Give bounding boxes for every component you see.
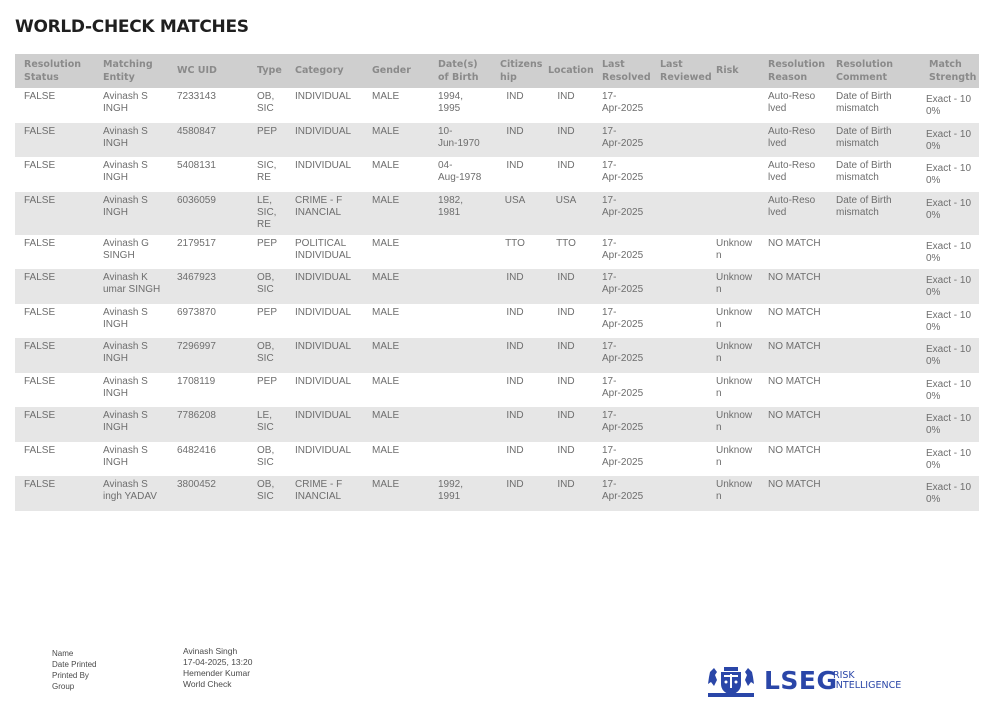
cell-location: TTO: [556, 237, 576, 249]
cell-resolution-status: FALSE: [15, 338, 94, 373]
date-printed-label: Date Printed: [52, 660, 97, 669]
cell-match-strength: Exact - 100%: [920, 338, 979, 373]
header-last-resolved: Last Resolved: [593, 54, 651, 88]
cell-gender: MALE: [372, 306, 400, 318]
cell-category: INDIVIDUAL: [286, 123, 363, 158]
cell-risk: Unknown: [707, 269, 759, 304]
cell-last-reviewed: [651, 235, 707, 270]
cell-last-resolved: 17- Apr-2025: [593, 407, 651, 442]
table-row: [15, 442, 979, 477]
cell-resolution-status: FALSE: [15, 123, 94, 158]
header-type: Type: [248, 54, 286, 88]
cell-dates-of-birth: [429, 304, 491, 339]
table-row: [15, 269, 979, 304]
header-resolution-reason: Resolution Reason: [759, 54, 827, 88]
cell-resolution-status: FALSE: [15, 476, 94, 511]
cell-matching-entity: Avinash S INGH: [94, 407, 168, 442]
cell-risk: Unknown: [716, 375, 753, 399]
cell-category: INDIVIDUAL: [286, 269, 363, 304]
cell-resolution-reason: NO MATCH: [759, 269, 827, 304]
cell-resolution-comment: [827, 304, 920, 339]
cell-risk: Unknown: [707, 407, 759, 442]
cell-type: PEP: [257, 237, 278, 249]
cell-dates-of-birth: [429, 407, 491, 442]
cell-type: PEP: [257, 375, 278, 387]
cell-wc-uid: 3800452: [168, 476, 248, 511]
printed-by-value: Hemender Kumar: [183, 668, 251, 678]
print-info-values: [183, 646, 252, 690]
cell-resolution-comment: Date of Birth mismatch: [836, 91, 892, 114]
cell-last-reviewed: [651, 442, 707, 477]
date-printed-value: 17-04-2025, 13:20: [183, 657, 253, 667]
cell-last-reviewed: [651, 373, 707, 408]
cell-dates-of-birth: [429, 235, 491, 270]
cell-type: OB, SIC: [248, 269, 286, 304]
cell-match-strength: Exact - 100%: [926, 94, 972, 117]
cell-last-resolved: 17- Apr-2025: [602, 444, 644, 468]
cell-wc-uid: 1708119: [177, 375, 216, 387]
cell-last-reviewed: [651, 88, 707, 123]
cell-dates-of-birth: [429, 373, 491, 408]
cell-last-reviewed: [651, 304, 707, 339]
cell-match-strength: Exact - 100%: [926, 447, 972, 471]
cell-category: CRIME - F INANCIAL: [286, 192, 363, 235]
cell-resolution-reason: NO MATCH: [768, 375, 821, 387]
cell-category: INDIVIDUAL: [286, 338, 363, 373]
cell-gender: MALE: [372, 160, 400, 171]
cell-risk: [707, 157, 759, 192]
table-row: [15, 192, 979, 235]
lseg-logo: [706, 666, 916, 698]
cell-citizenship: IND: [491, 123, 539, 158]
cell-resolution-comment: [827, 235, 920, 270]
name-label: Name: [52, 649, 74, 658]
cell-gender: MALE: [363, 123, 429, 158]
cell-type: OB, SIC: [257, 444, 275, 468]
crest-icon: [706, 666, 756, 698]
cell-citizenship: IND: [506, 160, 524, 171]
header-risk: Risk: [707, 54, 759, 88]
header-matching-entity: Matching Entity: [94, 54, 168, 88]
cell-last-resolved: 17- Apr-2025: [602, 91, 644, 114]
cell-matching-entity: Avinash S INGH: [103, 91, 148, 114]
cell-citizenship: IND: [506, 91, 524, 102]
cell-match-strength: Exact - 100%: [926, 163, 972, 186]
page-title: WORLD-CHECK MATCHES: [15, 17, 249, 37]
header-match-strength: Match Strength: [920, 54, 979, 88]
cell-gender: MALE: [363, 338, 429, 373]
cell-matching-entity: Avinash S INGH: [103, 160, 148, 183]
cell-match-strength: Exact - 100%: [926, 240, 972, 264]
cell-risk: Unknown: [716, 444, 753, 468]
header-last-reviewed: Last Reviewed: [651, 54, 707, 88]
cell-resolution-reason: Auto-Reso lved: [768, 91, 816, 114]
cell-last-resolved: 17- Apr-2025: [602, 237, 644, 261]
cell-resolution-status: FALSE: [24, 306, 56, 318]
cell-resolution-comment: [827, 442, 920, 477]
cell-match-strength: Exact - 100%: [920, 192, 979, 235]
cell-type: OB, SIC: [248, 476, 286, 511]
cell-citizenship: IND: [506, 375, 524, 387]
cell-type: LE, SIC: [248, 407, 286, 442]
group-value: World Check: [183, 679, 232, 689]
cell-location: IND: [539, 269, 593, 304]
cell-match-strength: Exact - 100%: [926, 378, 972, 402]
cell-dates-of-birth: [429, 338, 491, 373]
cell-wc-uid: 7233143: [177, 91, 216, 102]
cell-dates-of-birth: 1982, 1981: [429, 192, 491, 235]
cell-last-reviewed: [651, 338, 707, 373]
cell-gender: MALE: [372, 444, 400, 456]
cell-last-resolved: 17- Apr-2025: [602, 375, 644, 399]
cell-resolution-comment: [827, 476, 920, 511]
cell-gender: MALE: [372, 91, 400, 102]
cell-risk: Unknown: [707, 338, 759, 373]
cell-wc-uid: 7786208: [168, 407, 248, 442]
cell-match-strength: Exact - 100%: [920, 407, 979, 442]
cell-last-reviewed: [651, 407, 707, 442]
cell-resolution-reason: NO MATCH: [759, 338, 827, 373]
brand-name: LSEG: [764, 666, 838, 695]
header-category: Category: [286, 54, 363, 88]
cell-last-reviewed: [651, 157, 707, 192]
cell-last-resolved: 17- Apr-2025: [593, 476, 651, 511]
cell-resolution-reason: NO MATCH: [759, 476, 827, 511]
cell-matching-entity: Avinash S INGH: [103, 306, 148, 330]
table-header-row: [15, 54, 979, 88]
cell-matching-entity: Avinash S ingh YADAV: [94, 476, 168, 511]
cell-type: PEP: [257, 306, 278, 318]
cell-matching-entity: Avinash S INGH: [94, 192, 168, 235]
cell-match-strength: Exact - 100%: [920, 476, 979, 511]
cell-wc-uid: 4580847: [168, 123, 248, 158]
cell-location: USA: [539, 192, 593, 235]
cell-resolution-status: FALSE: [24, 91, 56, 102]
cell-type: LE, SIC, RE: [248, 192, 286, 235]
cell-wc-uid: 6482416: [177, 444, 216, 456]
cell-category: POLITICAL INDIVIDUAL: [295, 237, 352, 261]
header-gender: Gender: [363, 54, 429, 88]
cell-citizenship: IND: [491, 269, 539, 304]
cell-gender: MALE: [363, 192, 429, 235]
table-row: [15, 304, 979, 339]
group-label: Group: [52, 682, 75, 691]
cell-location: IND: [557, 160, 575, 171]
cell-match-strength: Exact - 100%: [926, 309, 972, 333]
world-check-matches-table: [15, 54, 979, 511]
cell-dates-of-birth: 1994, 1995: [438, 91, 464, 114]
cell-last-resolved: 17- Apr-2025: [602, 160, 644, 183]
cell-category: CRIME - F INANCIAL: [286, 476, 363, 511]
cell-risk: Unknown: [716, 237, 753, 261]
cell-wc-uid: 6973870: [177, 306, 216, 318]
cell-matching-entity: Avinash G SINGH: [103, 237, 149, 261]
cell-match-strength: Exact - 100%: [920, 269, 979, 304]
table-row: [15, 88, 979, 123]
cell-category: INDIVIDUAL: [295, 91, 352, 102]
cell-resolution-comment: Date of Birth mismatch: [827, 123, 920, 158]
cell-last-resolved: 17- Apr-2025: [593, 192, 651, 235]
cell-wc-uid: 6036059: [168, 192, 248, 235]
cell-resolution-reason: Auto-Reso lved: [759, 192, 827, 235]
cell-resolution-status: FALSE: [24, 160, 56, 171]
cell-last-reviewed: [651, 123, 707, 158]
cell-risk: Unknown: [716, 306, 753, 330]
cell-category: INDIVIDUAL: [295, 306, 352, 318]
cell-type: OB, SIC: [248, 338, 286, 373]
cell-resolution-reason: NO MATCH: [759, 407, 827, 442]
cell-resolution-status: FALSE: [15, 407, 94, 442]
table-row: [15, 235, 979, 270]
cell-dates-of-birth: [429, 442, 491, 477]
cell-citizenship: IND: [491, 338, 539, 373]
cell-resolution-reason: Auto-Reso lved: [759, 123, 827, 158]
header-citizenship: Citizens hip: [491, 54, 539, 88]
cell-risk: Unknown: [707, 476, 759, 511]
cell-type: OB, SIC: [257, 91, 275, 114]
cell-location: IND: [557, 91, 575, 102]
cell-resolution-comment: [827, 407, 920, 442]
cell-citizenship: IND: [506, 444, 524, 456]
cell-wc-uid: 7296997: [168, 338, 248, 373]
brand-subtitle: [833, 671, 901, 691]
cell-category: INDIVIDUAL: [295, 444, 352, 456]
table-row: [15, 407, 979, 442]
cell-citizenship: IND: [491, 476, 539, 511]
header-location: Location: [539, 54, 593, 88]
cell-last-reviewed: [651, 476, 707, 511]
table-row: [15, 123, 979, 158]
table-row: [15, 476, 979, 511]
cell-resolution-status: FALSE: [24, 237, 56, 249]
brand-line-1: RISK: [833, 670, 855, 681]
cell-location: IND: [539, 338, 593, 373]
cell-gender: MALE: [363, 269, 429, 304]
table-row: [15, 157, 979, 192]
cell-wc-uid: 5408131: [177, 160, 216, 171]
name-value: Avinash Singh: [183, 646, 238, 656]
table-row: [15, 338, 979, 373]
cell-category: INDIVIDUAL: [286, 407, 363, 442]
cell-resolution-status: FALSE: [24, 375, 56, 387]
printed-by-label: Printed By: [52, 671, 89, 680]
cell-gender: MALE: [363, 407, 429, 442]
table-row: [15, 373, 979, 408]
cell-dates-of-birth: [429, 269, 491, 304]
cell-resolution-comment: Date of Birth mismatch: [827, 192, 920, 235]
cell-citizenship: TTO: [505, 237, 525, 249]
cell-risk: [707, 88, 759, 123]
cell-last-reviewed: [651, 269, 707, 304]
cell-last-resolved: 17- Apr-2025: [593, 338, 651, 373]
cell-resolution-reason: NO MATCH: [768, 237, 821, 249]
cell-dates-of-birth: 1992, 1991: [429, 476, 491, 511]
cell-citizenship: USA: [491, 192, 539, 235]
cell-citizenship: IND: [506, 306, 524, 318]
cell-last-resolved: 17- Apr-2025: [593, 269, 651, 304]
cell-resolution-comment: Date of Birth mismatch: [836, 160, 892, 183]
cell-resolution-comment: [827, 338, 920, 373]
cell-location: IND: [557, 306, 575, 318]
cell-resolution-reason: NO MATCH: [768, 444, 821, 456]
header-resolution-comment: Resolution Comment: [827, 54, 920, 88]
cell-category: INDIVIDUAL: [295, 375, 352, 387]
cell-type: SIC, RE: [257, 160, 277, 183]
cell-resolution-reason: Auto-Reso lved: [768, 160, 816, 183]
header-dates-of-birth: Date(s) of Birth: [429, 54, 491, 88]
brand-line-2: INTELLIGENCE: [833, 680, 902, 691]
cell-resolution-status: FALSE: [24, 444, 56, 456]
cell-match-strength: Exact - 100%: [920, 123, 979, 158]
table-body: [15, 88, 979, 511]
cell-last-resolved: 17- Apr-2025: [593, 123, 651, 158]
cell-gender: MALE: [372, 237, 400, 249]
cell-wc-uid: 3467923: [168, 269, 248, 304]
cell-resolution-comment: [827, 373, 920, 408]
cell-location: IND: [557, 375, 575, 387]
cell-last-reviewed: [651, 192, 707, 235]
cell-gender: MALE: [363, 476, 429, 511]
cell-matching-entity: Avinash S INGH: [94, 123, 168, 158]
cell-matching-entity: Avinash S INGH: [103, 444, 148, 468]
cell-location: IND: [539, 123, 593, 158]
cell-matching-entity: Avinash S INGH: [94, 338, 168, 373]
header-resolution-status: Resolution Status: [15, 54, 94, 88]
cell-resolution-status: FALSE: [15, 192, 94, 235]
cell-resolution-reason: NO MATCH: [768, 306, 821, 318]
cell-wc-uid: 2179517: [177, 237, 216, 249]
cell-gender: MALE: [372, 375, 400, 387]
cell-resolution-comment: [827, 269, 920, 304]
cell-matching-entity: Avinash K umar SINGH: [94, 269, 168, 304]
cell-location: IND: [539, 407, 593, 442]
cell-resolution-status: FALSE: [15, 269, 94, 304]
cell-matching-entity: Avinash S INGH: [103, 375, 148, 399]
cell-risk: [707, 123, 759, 158]
cell-location: IND: [539, 476, 593, 511]
cell-dates-of-birth: 10- Jun-1970: [429, 123, 491, 158]
header-wc-uid: WC UID: [168, 54, 248, 88]
cell-citizenship: IND: [491, 407, 539, 442]
cell-dates-of-birth: 04- Aug-1978: [438, 160, 482, 183]
cell-risk: [707, 192, 759, 235]
cell-category: INDIVIDUAL: [295, 160, 352, 171]
print-info-labels: [52, 648, 96, 692]
cell-last-resolved: 17- Apr-2025: [602, 306, 644, 330]
cell-location: IND: [557, 444, 575, 456]
cell-type: PEP: [248, 123, 286, 158]
